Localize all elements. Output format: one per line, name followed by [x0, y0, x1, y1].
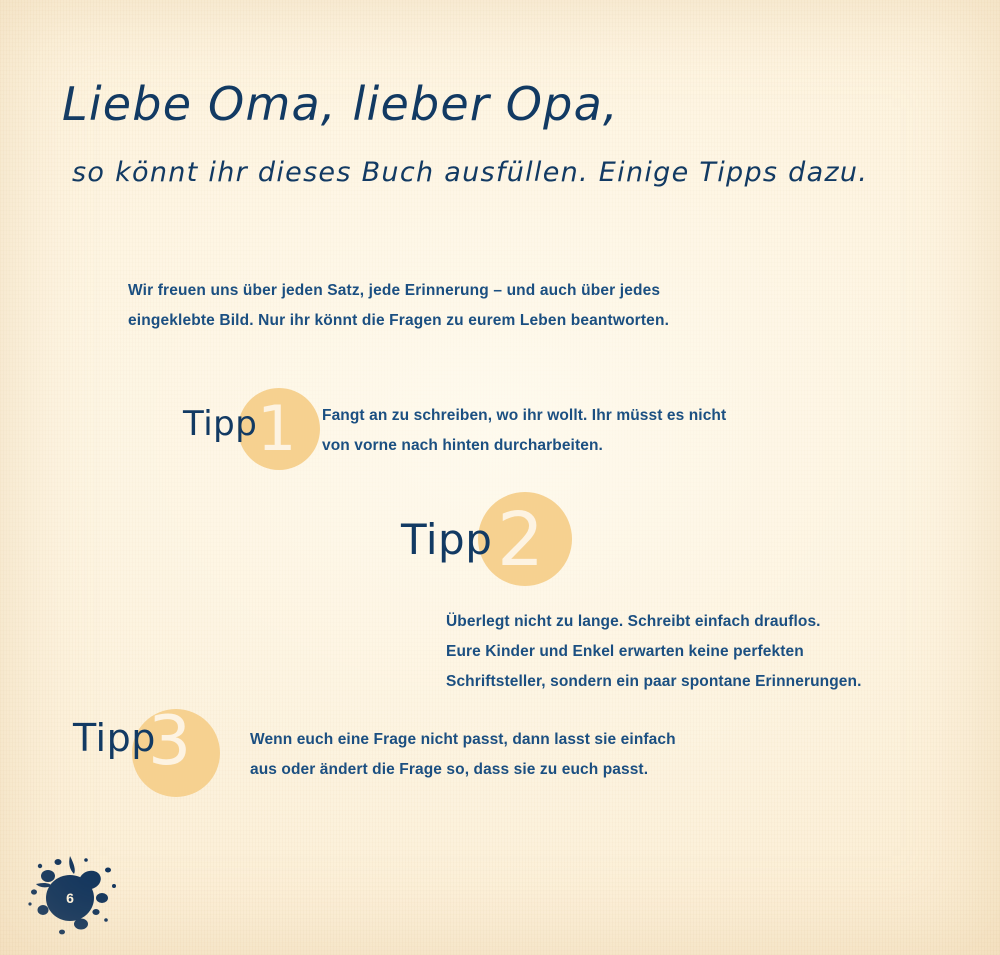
tip-2-text	[446, 607, 966, 698]
intro-paragraph	[128, 276, 788, 336]
tip-1-line-1: Fangt an zu schreiben, wo ihr wollt. Ihr müsst es nicht	[322, 407, 727, 424]
tip-3-number: 3	[148, 702, 192, 781]
page-number-area	[18, 840, 128, 940]
page-title: Liebe Oma, lieber Opa,	[62, 77, 619, 131]
tip-2-line-2: Eure Kinder und Enkel erwarten keine perfekten	[446, 643, 804, 661]
tip-3-line-1: Wenn euch eine Frage nicht passt, dann lasst sie einfach	[250, 731, 676, 748]
tip-2-number: 2	[497, 497, 545, 583]
tip-1-label: Tipp	[183, 404, 258, 444]
tip-2-label: Tipp	[401, 515, 493, 564]
tip-1-text	[322, 401, 942, 461]
intro-line-2: eingeklebte Bild. Nur ihr könnt die Fragen zu eurem Leben beantworten.	[128, 312, 670, 330]
tip-3-label: Tipp	[73, 716, 156, 760]
tip-2-line-1: Überlegt nicht zu lange. Schreibt einfach drauflos.	[446, 613, 821, 630]
tip-1-number: 1	[257, 392, 297, 465]
tip-3-text	[250, 725, 870, 785]
intro-line-1: Wir freuen uns über jeden Satz, jede Erinnerung – und auch über jedes	[128, 282, 661, 299]
tip-3-line-2: aus oder ändert die Frage so, dass sie zu euch passt.	[250, 761, 649, 779]
page-subtitle: so könnt ihr dieses Buch ausfüllen. Einige Tipps dazu.	[72, 156, 869, 188]
tip-2-line-3: Schriftsteller, sondern ein paar spontane Erinnerungen.	[446, 673, 862, 691]
tip-1-line-2: von vorne nach hinten durcharbeiten.	[322, 437, 603, 455]
page-number: 6	[66, 890, 74, 906]
headline-block	[62, 78, 962, 188]
